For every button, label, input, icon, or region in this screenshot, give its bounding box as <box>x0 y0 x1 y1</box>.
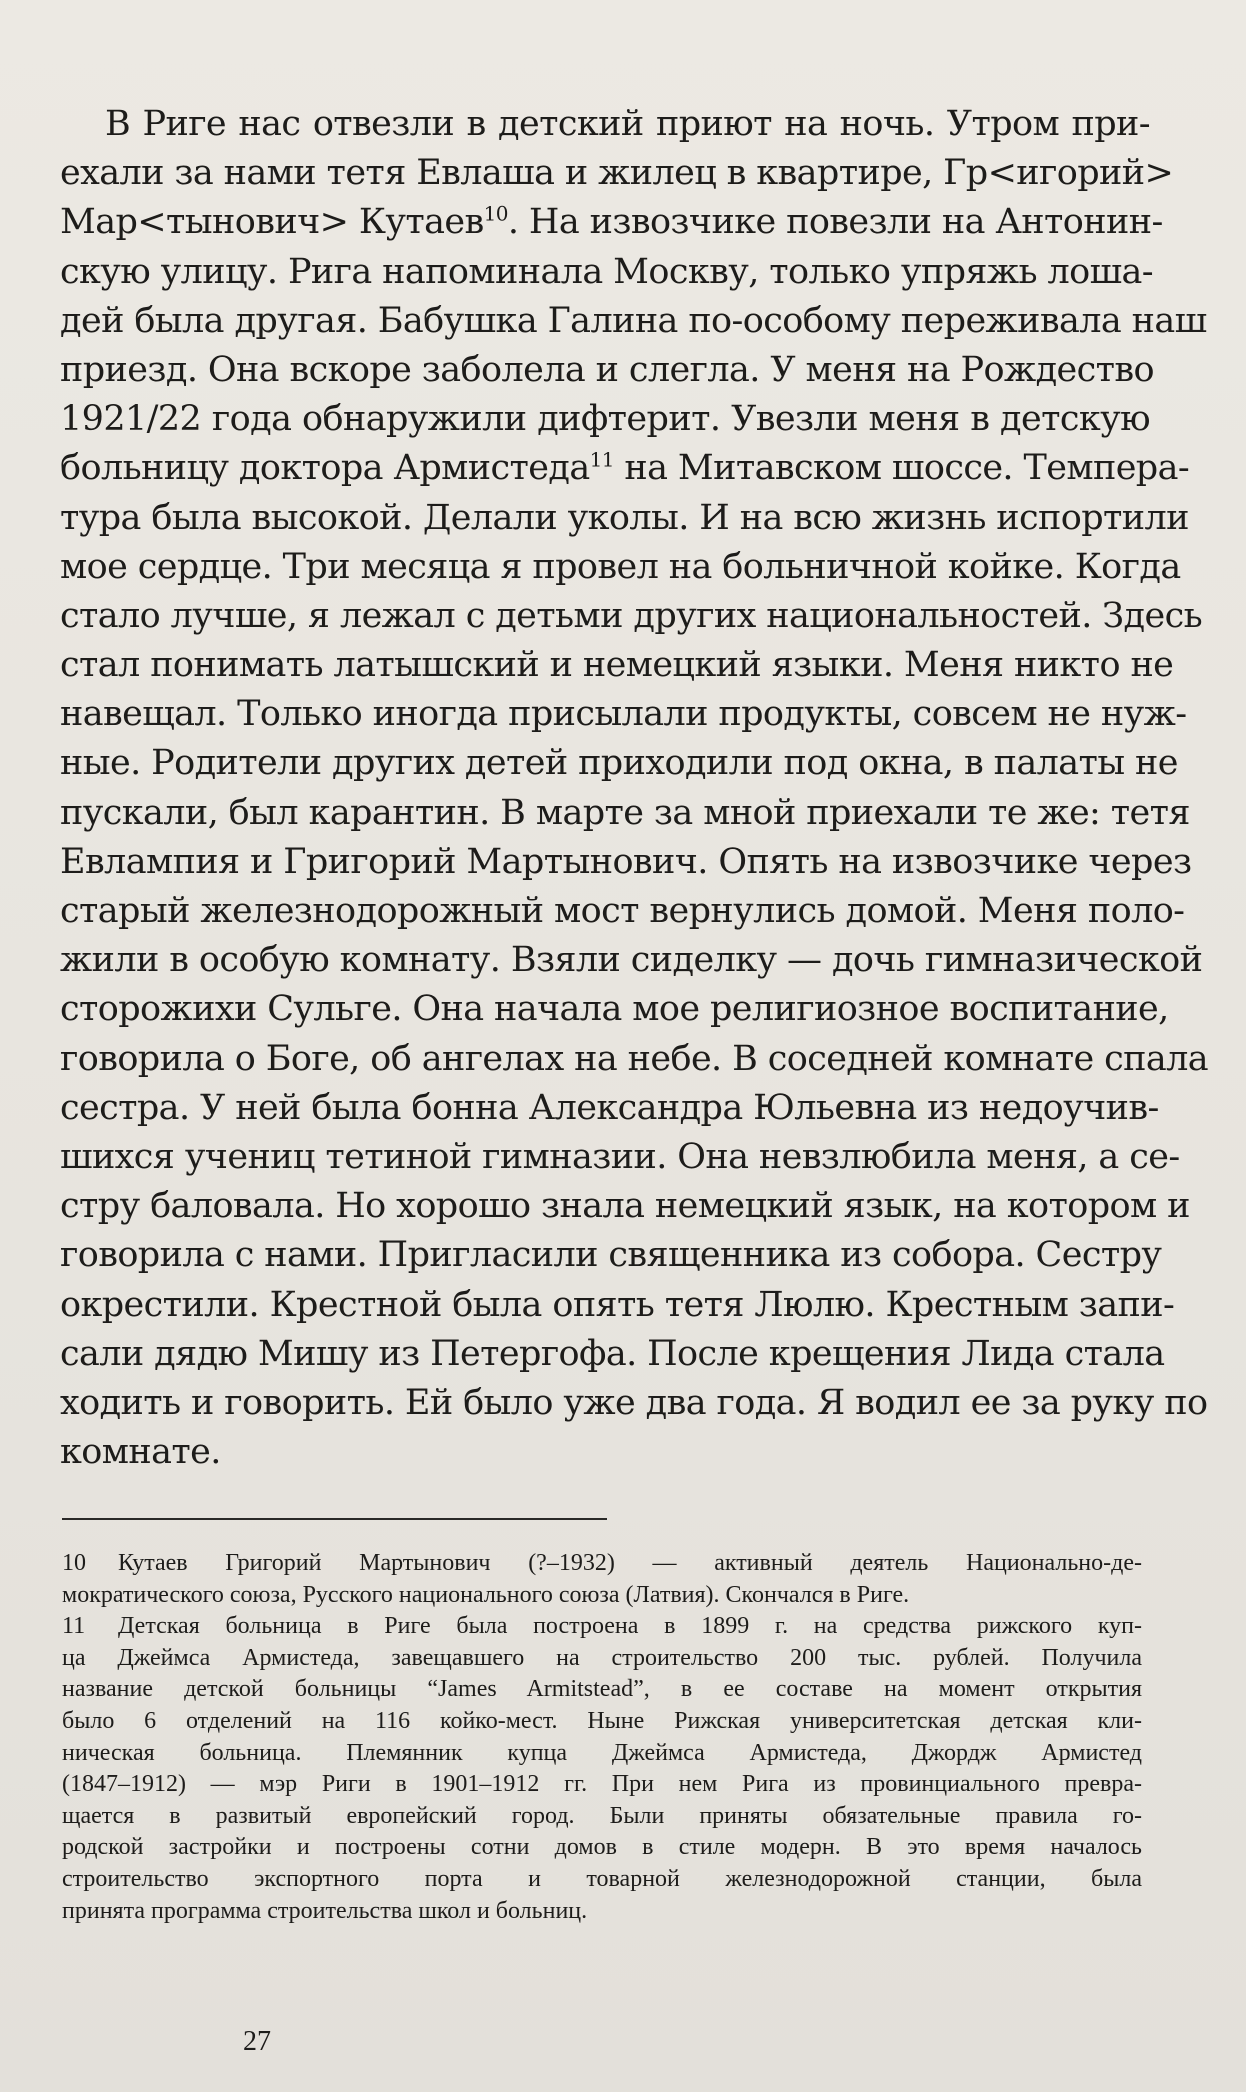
footnote-line: мократического союза, Русского национального союза (Латвия). Скончался в Риге. <box>62 1581 910 1608</box>
body-line: сестра. У ней была бонна Александра Юльевна из недоучив- <box>60 1087 1159 1128</box>
footnote-number: 10 <box>62 1550 86 1576</box>
body-line: дей была другая. Бабушка Галина по-особому переживала наш <box>60 300 1207 341</box>
footnote-number: 11 <box>62 1613 86 1640</box>
body-line: стру баловала. Но хорошо знала немецкий язык, на котором и <box>60 1186 1190 1227</box>
footnote-line: ническая больница. Племянник купца Джеймса Армистеда, Джордж Армистед <box>62 1739 1142 1766</box>
footnote-line: (1847–1912) — мэр Риги в 1901–1912 гг. При нем Рига из провинциального превра- <box>62 1771 1142 1798</box>
footnote-line: было 6 отделений на 116 койко-мест. Ныне Рижская университетская детская кли- <box>62 1707 1142 1734</box>
footnote-line: название детской больницы “James Armitstead”, в ее составе на момент открытия <box>62 1676 1142 1703</box>
body-line: жили в особую комнату. Взяли сиделку — дочь гимназической <box>60 940 1203 981</box>
body-line: ные. Родители других детей приходили под окна, в палаты не <box>60 743 1178 784</box>
footnote-text: Детская больница в Риге была построена в 1899 г. на средства рижского куп- <box>118 1613 1142 1640</box>
body-line-part: . На извозчике повезли на Антонин- <box>507 202 1163 243</box>
body-line: окрестили. Крестной была опять тетя Люлю. Крестным запи- <box>60 1284 1175 1325</box>
body-line: стал понимать латышский и немецкий языки. Меня никто не <box>60 645 1174 686</box>
footnote-line: ца Джеймса Армистеда, завещавшего на строительство 200 тыс. рублей. Получила <box>62 1644 1142 1671</box>
body-line: мое сердце. Три месяца я провел на больничной койке. Когда <box>60 546 1181 587</box>
footnote-divider <box>62 1518 607 1520</box>
body-line: В Риге нас отвезли в детский приют на ночь. Утром при- <box>105 104 1150 144</box>
footnote-10 <box>62 1548 1142 1580</box>
body-line: Евлампия и Григорий Мартынович. Опять на извозчике через <box>60 841 1192 882</box>
body-line: скую улицу. Рига напоминала Москву, только упряжь лоша- <box>60 251 1153 292</box>
body-line-part: больницу доктора Армистеда <box>60 448 590 489</box>
body-line: комнате. <box>60 1432 221 1473</box>
footnote-ref-10[interactable]: 10 <box>483 201 508 226</box>
footnote-line: принята программа строительства школ и больниц. <box>62 1897 588 1924</box>
footnotes <box>62 1548 1142 1927</box>
body-line: сторожихи Сульге. Она начала мое религиозное воспитание, <box>60 989 1169 1030</box>
footnote-line: щается в развитый европейский город. Были приняты обязательные правила го- <box>62 1802 1142 1829</box>
body-text <box>60 100 1209 1477</box>
footnote-line: родской застройки и построены сотни домов в стиле модерн. В это время началось <box>62 1834 1142 1861</box>
body-line: 1921/22 года обнаружили дифтерит. Увезли меня в детскую <box>60 399 1150 440</box>
body-line: пускали, был карантин. В марте за мной приехали те же: тетя <box>60 792 1190 833</box>
footnote-line: строительство экспортного порта и товарной железнодорожной станции, была <box>62 1865 1142 1892</box>
body-line: говорила с нами. Пригласили священника из собора. Сестру <box>60 1235 1162 1276</box>
body-line: стало лучше, я лежал с детьми других национальностей. Здесь <box>60 595 1203 636</box>
body-line <box>60 198 1163 247</box>
body-line: ходить и говорить. Ей было уже два года. Я водил ее за руку по <box>60 1382 1208 1423</box>
body-line-part: Мар<тынович> Кутаев <box>60 202 484 243</box>
body-line: говорила о Боге, об ангелах на небе. В соседней комнате спала <box>60 1038 1209 1079</box>
body-line: ехали за нами тетя Евлаша и жилец в квартире, Гр<игорий> <box>60 153 1174 194</box>
body-line: шихся учениц тетиной гимназии. Она невзлюбила меня, а се- <box>60 1136 1180 1177</box>
body-line-part: на Митавском шоссе. Темпера- <box>613 448 1190 489</box>
body-line: приезд. Она вскоре заболела и слегла. У меня на Рождество <box>60 349 1154 390</box>
page-number: 27 <box>243 2026 271 2057</box>
footnote-text: Кутаев Григорий Мартынович (?–1932) — активный деятель Национально-де- <box>118 1550 1142 1576</box>
body-line: тура была высокой. Делали уколы. И на всю жизнь испортили <box>60 497 1189 538</box>
body-line <box>60 444 1190 493</box>
body-line: старый железнодорожный мост вернулись домой. Меня поло- <box>60 891 1185 931</box>
body-line: сали дядю Мишу из Петергофа. После крещения Лида стала <box>60 1333 1165 1374</box>
footnote-ref-11[interactable]: 11 <box>589 447 614 472</box>
footnote-11 <box>62 1611 1142 1643</box>
body-line: навещал. Только иногда присылали продукты, совсем не нуж- <box>60 694 1187 735</box>
